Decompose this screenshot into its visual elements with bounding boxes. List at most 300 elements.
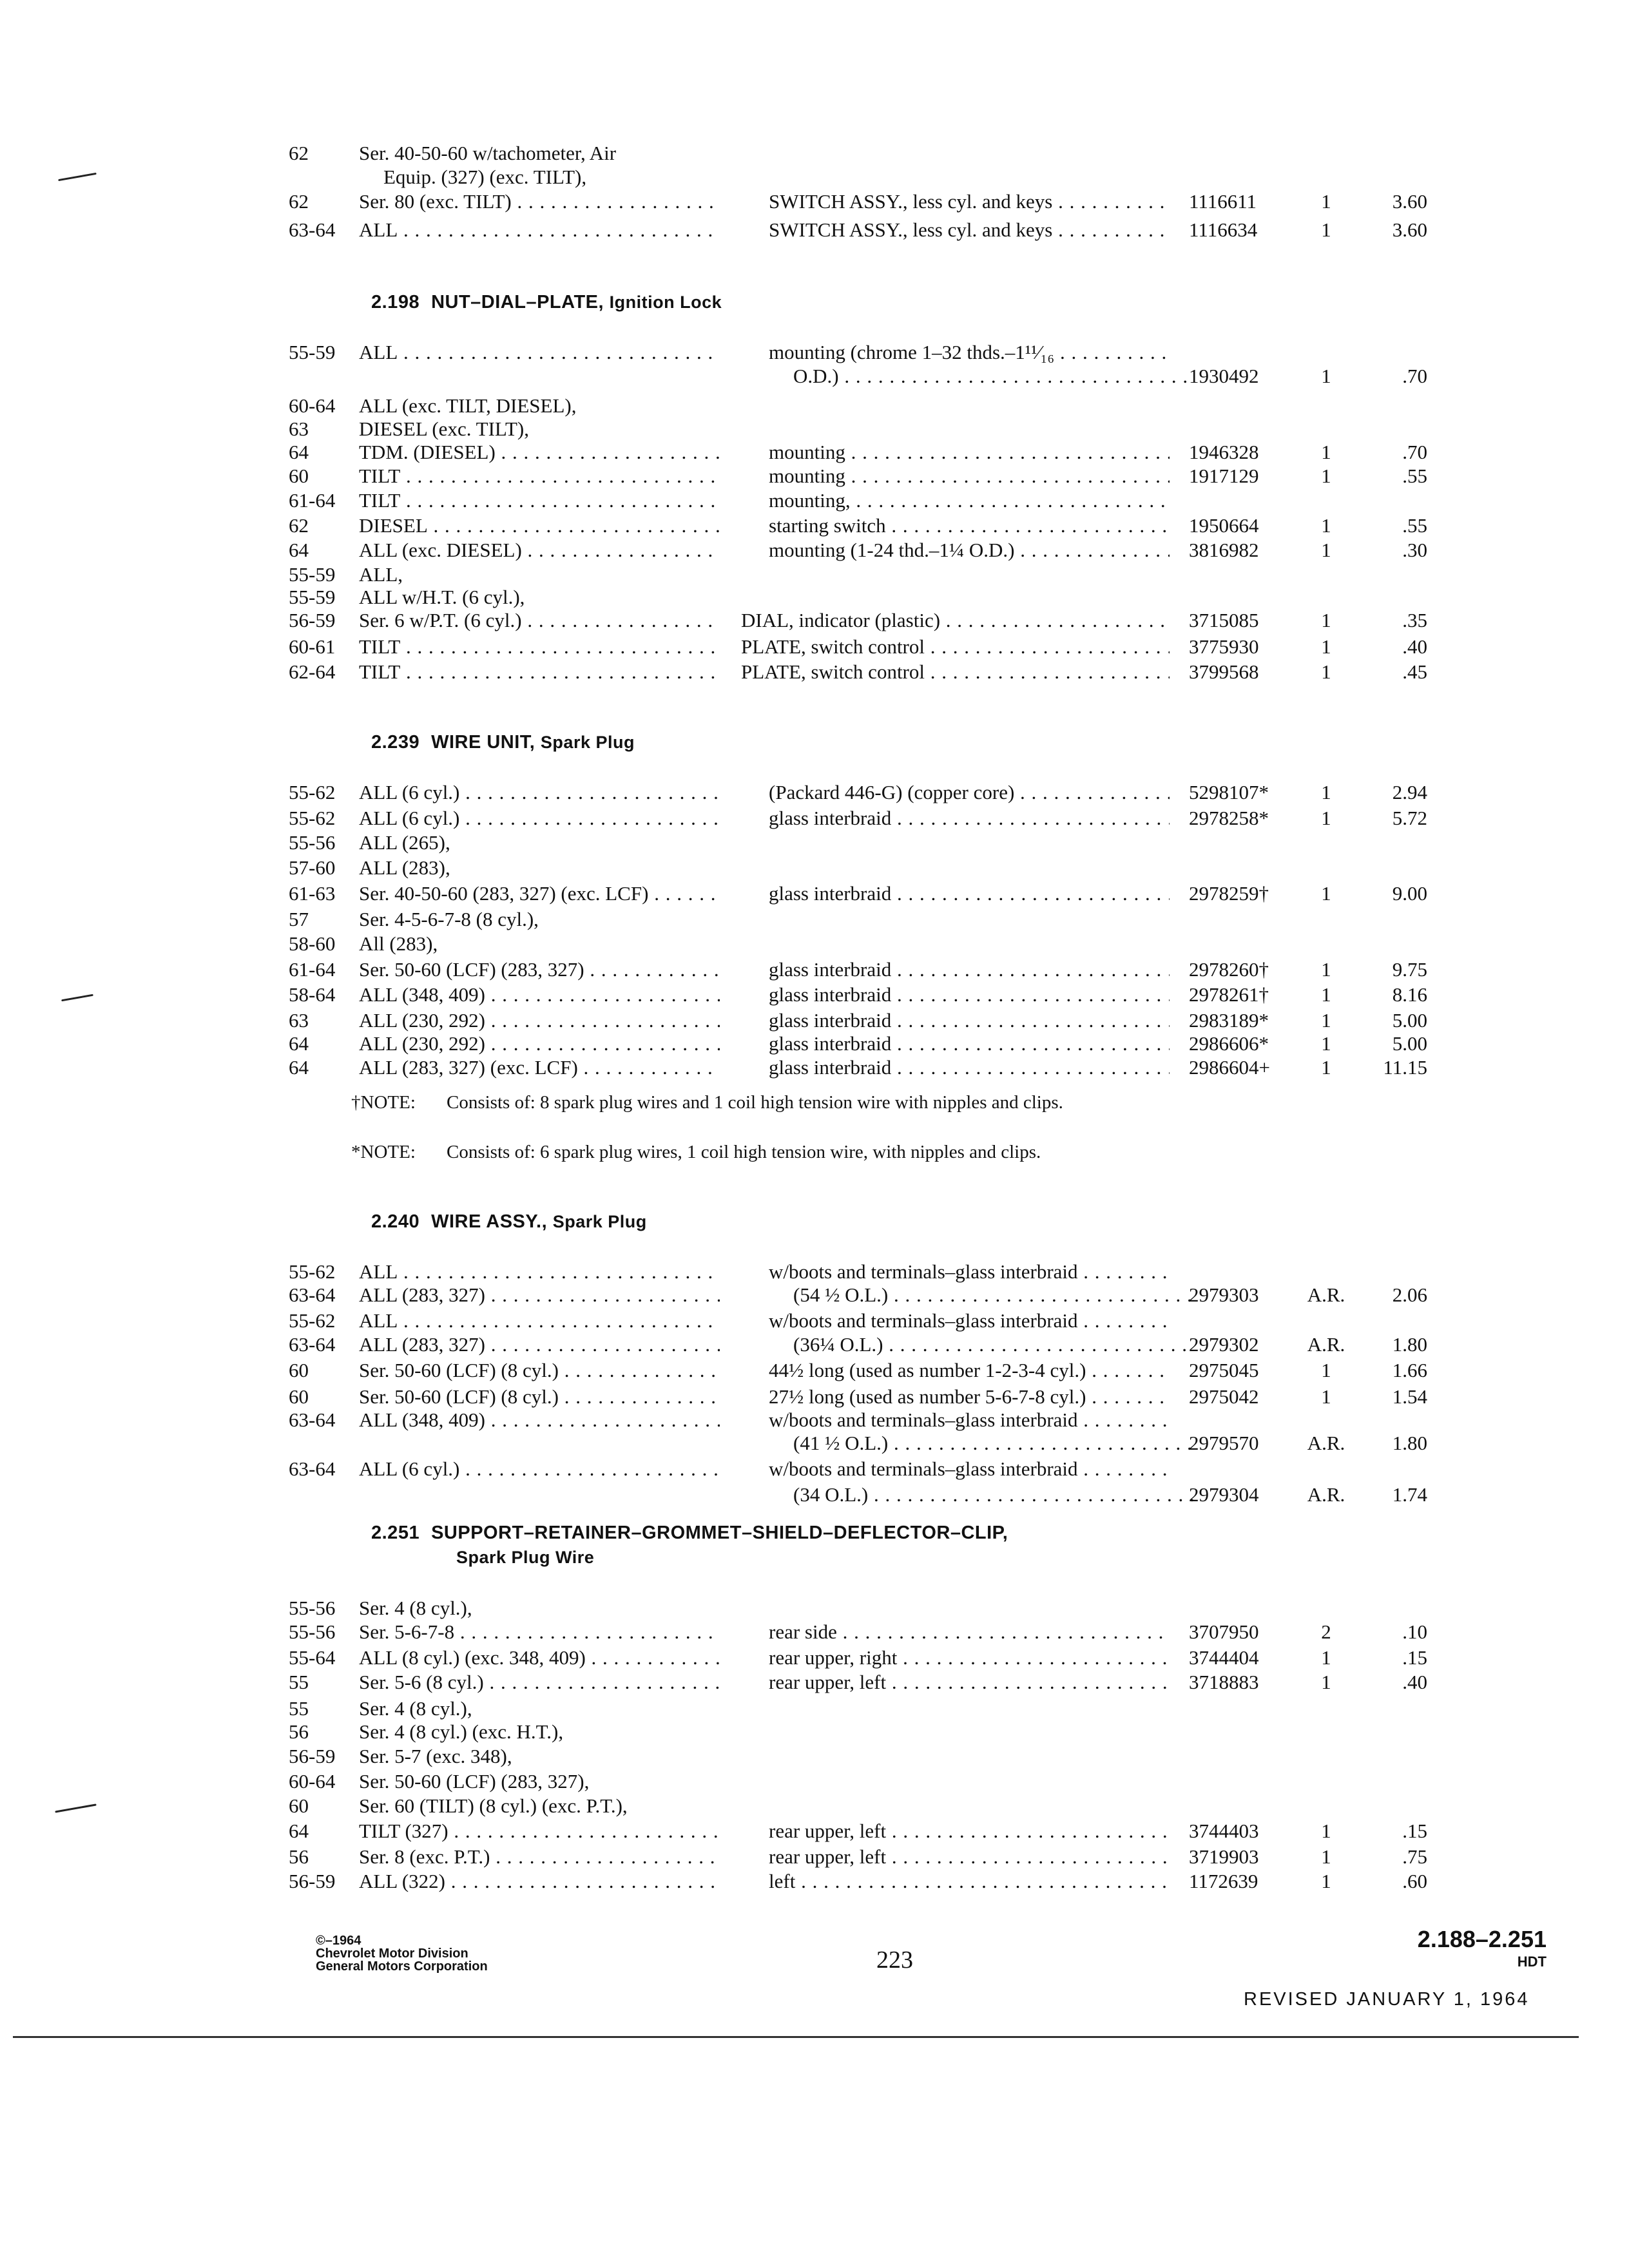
model-years: 61-64 xyxy=(289,958,336,981)
quantity: 1 xyxy=(1321,983,1331,1006)
catalog-row xyxy=(0,1482,1629,1508)
catalog-row xyxy=(0,140,1629,166)
application: ALL . . . xyxy=(359,1308,720,1334)
application: ALL . . . xyxy=(359,1259,720,1285)
application: Ser. 50-60 (LCF) (283, 327), xyxy=(359,1770,590,1792)
part-number: 3799568 xyxy=(1189,660,1259,683)
description: w/boots and terminals–glass interbraid . . . xyxy=(769,1407,1170,1433)
catalog-row xyxy=(0,931,1629,957)
model-years: 60 xyxy=(289,1385,309,1408)
catalog-row xyxy=(0,1645,1629,1671)
section-title: SUPPORT–RETAINER–GROMMET–SHIELD–DEFLECTOR–CLIP, xyxy=(431,1523,1008,1543)
section-subtitle: Ignition Lock xyxy=(609,293,722,312)
model-years: 64 xyxy=(289,1820,309,1842)
application: TDM. (DIESEL) . . . xyxy=(359,439,720,465)
part-number: 2986606* xyxy=(1189,1032,1269,1055)
description: rear upper, right . . . xyxy=(769,1645,1170,1671)
footnote xyxy=(351,1091,1286,1142)
footnote-label: †NOTE: xyxy=(351,1092,416,1113)
catalog-row xyxy=(0,1282,1629,1308)
quantity: 1 xyxy=(1321,882,1331,905)
description: (Packard 446-G) (copper core) . . . xyxy=(769,780,1170,805)
application: Ser. 80 (exc. TILT) . . . xyxy=(359,189,720,215)
catalog-row xyxy=(0,1008,1629,1033)
model-years: 63-64 xyxy=(289,1457,336,1480)
description: glass interbraid . . . xyxy=(769,1008,1170,1033)
description: 44½ long (used as number 1-2-3-4 cyl.) . . . xyxy=(769,1358,1170,1383)
price: 5.00 xyxy=(1392,1009,1427,1032)
description: (54 ½ O.L.) . . . xyxy=(769,1282,1194,1308)
application: ALL . . . xyxy=(359,217,720,243)
description: mounting (1-24 thd.–1¼ O.D.) . . . xyxy=(769,537,1170,563)
model-years: 55 xyxy=(289,1671,309,1693)
catalog-row xyxy=(0,1669,1629,1695)
catalog-row xyxy=(0,1619,1629,1645)
section-number: 2.251 xyxy=(371,1523,420,1543)
application: Ser. 8 (exc. P.T.) . . . xyxy=(359,1844,720,1870)
quantity: A.R. xyxy=(1307,1432,1345,1454)
catalog-row xyxy=(0,780,1629,805)
catalog-row xyxy=(0,217,1629,243)
part-number: 3718883 xyxy=(1189,1671,1259,1693)
part-number: 2979304 xyxy=(1189,1483,1259,1506)
price: .10 xyxy=(1402,1620,1427,1643)
model-years: 56-59 xyxy=(289,609,336,631)
application: ALL (6 cyl.) . . . xyxy=(359,1456,720,1482)
model-years: 63-64 xyxy=(289,1408,336,1431)
model-years: 56 xyxy=(289,1845,309,1868)
part-number: 3816982 xyxy=(1189,539,1259,561)
price: .70 xyxy=(1402,441,1427,463)
model-years: 55-59 xyxy=(289,586,336,608)
description: (34 O.L.) . . . xyxy=(769,1482,1194,1508)
section-subtitle: Spark Plug Wire xyxy=(456,1548,595,1567)
quantity: 1 xyxy=(1321,441,1331,463)
part-number: 5298107* xyxy=(1189,781,1269,803)
catalog-row xyxy=(0,1055,1629,1081)
description: mounting (chrome 1–32 thds.–1¹¹⁄₁₆ . . . xyxy=(769,340,1170,365)
part-number: 1172639 xyxy=(1189,1870,1258,1892)
application: ALL (8 cyl.) (exc. 348, 409) . . . xyxy=(359,1645,720,1671)
application: ALL (6 cyl.) . . . xyxy=(359,780,720,805)
application: Ser. 5-6 (8 cyl.) . . . xyxy=(359,1669,720,1695)
description: glass interbraid . . . xyxy=(769,805,1170,831)
catalog-row xyxy=(0,393,1629,419)
quantity: 1 xyxy=(1321,1385,1331,1408)
section-code: HDT xyxy=(1517,1954,1547,1970)
copyright-division: Chevrolet Motor Division xyxy=(316,1946,468,1961)
quantity: 1 xyxy=(1321,1870,1331,1892)
price: 3.60 xyxy=(1392,190,1427,213)
model-years: 64 xyxy=(289,441,309,463)
application: TILT . . . xyxy=(359,463,720,489)
application: Ser. 4 (8 cyl.), xyxy=(359,1697,472,1720)
description: glass interbraid . . . xyxy=(769,1055,1170,1081)
quantity: 1 xyxy=(1321,218,1331,241)
price: 9.75 xyxy=(1392,958,1427,981)
quantity: 1 xyxy=(1321,958,1331,981)
application: Ser. 40-50-60 w/tachometer, Air xyxy=(359,142,617,164)
section-number: 2.239 xyxy=(371,732,420,753)
model-years: 60-61 xyxy=(289,635,336,658)
part-number: 2979303 xyxy=(1189,1283,1259,1306)
quantity: 1 xyxy=(1321,514,1331,537)
description: O.D.) . . . xyxy=(769,363,1194,389)
section-subtitle: Spark Plug xyxy=(552,1212,647,1231)
model-years: 55 xyxy=(289,1697,309,1720)
quantity: 1 xyxy=(1321,1646,1331,1669)
price: .75 xyxy=(1402,1845,1427,1868)
catalog-row xyxy=(0,805,1629,831)
model-years: 64 xyxy=(289,1056,309,1079)
part-number: 1116611 xyxy=(1189,190,1257,213)
model-years: 55-59 xyxy=(289,563,336,586)
application: ALL (283, 327) . . . xyxy=(359,1282,720,1308)
section-heading xyxy=(371,290,722,314)
description: w/boots and terminals–glass interbraid . . . xyxy=(769,1456,1170,1482)
price: .30 xyxy=(1402,539,1427,561)
price: .35 xyxy=(1402,609,1427,631)
catalog-row xyxy=(0,1308,1629,1334)
part-number: 1917129 xyxy=(1189,465,1259,487)
part-number: 2983189* xyxy=(1189,1009,1269,1032)
part-number: 2979570 xyxy=(1189,1432,1259,1454)
quantity: 1 xyxy=(1321,539,1331,561)
description: rear side . . . xyxy=(769,1619,1170,1645)
price: 2.94 xyxy=(1392,781,1427,803)
model-years: 60 xyxy=(289,1794,309,1817)
section-heading xyxy=(371,730,635,754)
model-years: 64 xyxy=(289,1032,309,1055)
section-subtitle: Spark Plug xyxy=(540,733,635,752)
description: rear upper, left . . . xyxy=(769,1818,1170,1844)
application: ALL (348, 409) . . . xyxy=(359,982,720,1008)
model-years: 62 xyxy=(289,142,309,164)
part-number: 3719903 xyxy=(1189,1845,1259,1868)
catalog-row xyxy=(0,1456,1629,1482)
model-years: 61-63 xyxy=(289,882,336,905)
application: ALL (283, 327) . . . xyxy=(359,1332,720,1358)
catalog-row xyxy=(0,608,1629,633)
catalog-row xyxy=(0,1430,1629,1456)
quantity: 1 xyxy=(1321,1056,1331,1079)
description: SWITCH ASSY., less cyl. and keys . . . xyxy=(769,217,1170,243)
catalog-row xyxy=(0,463,1629,489)
description: mounting, . . . xyxy=(769,488,1170,514)
price: 5.72 xyxy=(1392,807,1427,829)
catalog-row xyxy=(0,1744,1629,1769)
quantity: 1 xyxy=(1321,365,1331,387)
model-years: 60-64 xyxy=(289,1770,336,1792)
quantity: 2 xyxy=(1321,1620,1331,1643)
application: TILT . . . xyxy=(359,659,720,685)
catalog-row xyxy=(0,537,1629,563)
application: Ser. 4 (8 cyl.) (exc. H.T.), xyxy=(359,1720,564,1743)
application: ALL (6 cyl.) . . . xyxy=(359,805,720,831)
section-number: 2.198 xyxy=(371,292,420,312)
quantity: 1 xyxy=(1321,660,1331,683)
description: glass interbraid . . . xyxy=(769,881,1170,907)
section-heading xyxy=(371,1209,647,1234)
model-years: 62 xyxy=(289,514,309,537)
application: Equip. (327) (exc. TILT), xyxy=(383,166,587,188)
catalog-row xyxy=(0,1358,1629,1383)
description: (41 ½ O.L.) . . . xyxy=(769,1430,1194,1456)
model-years: 64 xyxy=(289,539,309,561)
description: SWITCH ASSY., less cyl. and keys . . . xyxy=(769,189,1170,215)
model-years: 55-62 xyxy=(289,807,336,829)
application: Ser. 50-60 (LCF) (8 cyl.) . . . xyxy=(359,1358,720,1383)
model-years: 58-64 xyxy=(289,983,336,1006)
price: .15 xyxy=(1402,1820,1427,1842)
part-number: 3775930 xyxy=(1189,635,1259,658)
section-title: NUT–DIAL–PLATE, xyxy=(431,292,604,312)
description: PLATE, switch control . . . xyxy=(741,659,1170,685)
application: ALL (exc. DIESEL) . . . xyxy=(359,537,720,563)
section-title: WIRE UNIT, xyxy=(431,732,535,753)
model-years: 63-64 xyxy=(289,1333,336,1356)
model-years: 62-64 xyxy=(289,660,336,683)
part-number: 2978259† xyxy=(1189,882,1269,905)
application: Ser. 40-50-60 (283, 327) (exc. LCF) . . . xyxy=(359,881,720,907)
model-years: 56 xyxy=(289,1720,309,1743)
description: starting switch . . . xyxy=(769,513,1170,539)
catalog-row xyxy=(0,488,1629,514)
catalog-row xyxy=(0,907,1629,932)
model-years: 61-64 xyxy=(289,489,336,512)
description: glass interbraid . . . xyxy=(769,957,1170,983)
application: TILT . . . xyxy=(359,488,720,514)
model-years: 55-56 xyxy=(289,1597,336,1619)
section-subtitle-line xyxy=(456,1545,594,1570)
price: 1.80 xyxy=(1392,1333,1427,1356)
application: ALL (230, 292) . . . xyxy=(359,1031,720,1057)
quantity: A.R. xyxy=(1307,1283,1345,1306)
application: ALL (exc. TILT, DIESEL), xyxy=(359,394,577,417)
quantity: 1 xyxy=(1321,1820,1331,1842)
catalog-row xyxy=(0,416,1629,442)
part-number: 3744403 xyxy=(1189,1820,1259,1842)
model-years: 63-64 xyxy=(289,218,336,241)
catalog-row xyxy=(0,1844,1629,1870)
quantity: 1 xyxy=(1321,807,1331,829)
price: 5.00 xyxy=(1392,1032,1427,1055)
model-years: 57 xyxy=(289,908,309,930)
model-years: 57-60 xyxy=(289,856,336,879)
catalog-row xyxy=(0,1384,1629,1410)
price: 9.00 xyxy=(1392,882,1427,905)
catalog-row xyxy=(0,340,1629,365)
catalog-row xyxy=(0,513,1629,539)
catalog-row xyxy=(0,1332,1629,1358)
model-years: 55-59 xyxy=(289,341,336,363)
quantity: 1 xyxy=(1321,1845,1331,1868)
application: All (283), xyxy=(359,932,438,955)
part-number: 3744404 xyxy=(1189,1646,1259,1669)
application: Ser. 6 w/P.T. (6 cyl.) . . . xyxy=(359,608,720,633)
description: rear upper, left . . . xyxy=(769,1669,1170,1695)
quantity: 1 xyxy=(1321,635,1331,658)
price: .40 xyxy=(1402,635,1427,658)
price: 3.60 xyxy=(1392,218,1427,241)
part-number: 1930492 xyxy=(1189,365,1259,387)
section-number: 2.240 xyxy=(371,1211,420,1232)
price: 11.15 xyxy=(1383,1056,1427,1079)
part-number: 2975042 xyxy=(1189,1385,1259,1408)
quantity: 1 xyxy=(1321,465,1331,487)
description: mounting . . . xyxy=(769,439,1170,465)
price: 1.66 xyxy=(1392,1359,1427,1381)
catalog-row xyxy=(0,1696,1629,1722)
catalog-row xyxy=(0,1793,1629,1819)
price: 1.74 xyxy=(1392,1483,1427,1506)
footnote-text: Consists of: 8 spark plug wires and 1 coil high tension wire with nipples and clips. xyxy=(447,1092,1063,1113)
catalog-row xyxy=(0,562,1629,588)
part-number: 2979302 xyxy=(1189,1333,1259,1356)
catalog-row xyxy=(0,189,1629,215)
section-heading xyxy=(371,1521,1008,1545)
catalog-row xyxy=(0,634,1629,660)
part-number: 2978258* xyxy=(1189,807,1269,829)
price: .70 xyxy=(1402,365,1427,387)
model-years: 63 xyxy=(289,418,309,440)
catalog-row xyxy=(0,1259,1629,1285)
model-years: 55-62 xyxy=(289,781,336,803)
catalog-row xyxy=(0,363,1629,389)
description: glass interbraid . . . xyxy=(769,982,1170,1008)
model-years: 62 xyxy=(289,190,309,213)
catalog-row xyxy=(0,881,1629,907)
copyright-corporation: General Motors Corporation xyxy=(316,1959,488,1974)
description: rear upper, left . . . xyxy=(769,1844,1170,1870)
part-number: 3715085 xyxy=(1189,609,1259,631)
model-years: 55-62 xyxy=(289,1309,336,1332)
application: Ser. 60 (TILT) (8 cyl.) (exc. P.T.), xyxy=(359,1794,628,1817)
application: DIESEL (exc. TILT), xyxy=(359,418,529,440)
quantity: 1 xyxy=(1321,1359,1331,1381)
application: ALL, xyxy=(359,563,403,586)
application: Ser. 50-60 (LCF) (8 cyl.) . . . xyxy=(359,1384,720,1410)
application: ALL (322) . . . xyxy=(359,1869,720,1894)
description: DIAL, indicator (plastic) . . . xyxy=(741,608,1170,633)
part-number: 2986604+ xyxy=(1189,1056,1270,1079)
catalog-row xyxy=(0,957,1629,983)
catalog-row xyxy=(0,855,1629,881)
catalog-row xyxy=(0,439,1629,465)
quantity: 1 xyxy=(1321,1671,1331,1693)
part-number: 2978260† xyxy=(1189,958,1269,981)
part-number: 3707950 xyxy=(1189,1620,1259,1643)
copyright-year: ©–1964 xyxy=(316,1934,361,1948)
part-number: 1116634 xyxy=(1189,218,1258,241)
application: Ser. 50-60 (LCF) (283, 327) . . . xyxy=(359,957,720,983)
quantity: A.R. xyxy=(1307,1333,1345,1356)
price: 2.06 xyxy=(1392,1283,1427,1306)
quantity: 1 xyxy=(1321,1032,1331,1055)
description: PLATE, switch control . . . xyxy=(741,634,1170,660)
price: .55 xyxy=(1402,465,1427,487)
model-years: 60 xyxy=(289,465,309,487)
description: w/boots and terminals–glass interbraid . . . xyxy=(769,1259,1170,1285)
application: DIESEL . . . xyxy=(359,513,720,539)
application: ALL (283, 327) (exc. LCF) . . . xyxy=(359,1055,720,1081)
quantity: 1 xyxy=(1321,190,1331,213)
application: ALL (283), xyxy=(359,856,450,879)
model-years: 55-64 xyxy=(289,1646,336,1669)
quantity: 1 xyxy=(1321,609,1331,631)
part-number: 1950664 xyxy=(1189,514,1259,537)
catalog-row xyxy=(0,1869,1629,1894)
description: glass interbraid . . . xyxy=(769,1031,1170,1057)
application: TILT (327) . . . xyxy=(359,1818,720,1844)
model-years: 55-62 xyxy=(289,1260,336,1283)
model-years: 63 xyxy=(289,1009,309,1032)
catalog-row xyxy=(0,1818,1629,1844)
section-range xyxy=(1418,1927,1547,1972)
catalog-row xyxy=(0,1719,1629,1745)
part-number: 2978261† xyxy=(1189,983,1269,1006)
application: Ser. 5-6-7-8 . . . xyxy=(359,1619,720,1645)
model-years: 56-59 xyxy=(289,1745,336,1767)
model-years: 58-60 xyxy=(289,932,336,955)
part-number: 2975045 xyxy=(1189,1359,1259,1381)
section-title: WIRE ASSY., xyxy=(431,1211,548,1232)
description: 27½ long (used as number 5-6-7-8 cyl.) . . . xyxy=(769,1384,1170,1410)
quantity: 1 xyxy=(1321,1009,1331,1032)
part-number: 1946328 xyxy=(1189,441,1259,463)
catalog-row xyxy=(0,1769,1629,1794)
price: .60 xyxy=(1402,1870,1427,1892)
page-number: 223 xyxy=(876,1946,913,1974)
model-years: 60 xyxy=(289,1359,309,1381)
application: ALL (230, 292) . . . xyxy=(359,1008,720,1033)
footnote-text: Consists of: 6 spark plug wires, 1 coil high tension wire, with nipples and clips. xyxy=(447,1142,1041,1162)
catalog-row xyxy=(0,164,1629,190)
application: ALL . . . xyxy=(359,340,720,365)
model-years: 55-56 xyxy=(289,1620,336,1643)
revised-date: REVISED JANUARY 1, 1964 xyxy=(1244,1989,1530,2010)
description: w/boots and terminals–glass interbraid . . . xyxy=(769,1308,1170,1334)
model-years: 56-59 xyxy=(289,1870,336,1892)
application: ALL (265), xyxy=(359,831,450,854)
model-years: 60-64 xyxy=(289,394,336,417)
price: .45 xyxy=(1402,660,1427,683)
model-years: 63-64 xyxy=(289,1283,336,1306)
catalog-row xyxy=(0,1407,1629,1433)
description: (36¼ O.L.) . . . xyxy=(769,1332,1194,1358)
application: ALL (348, 409) . . . xyxy=(359,1407,720,1433)
price: .40 xyxy=(1402,1671,1427,1693)
price: 1.80 xyxy=(1392,1432,1427,1454)
catalog-row xyxy=(0,830,1629,856)
bottom-rule xyxy=(13,2036,1579,2038)
catalog-row xyxy=(0,1595,1629,1621)
copyright-block xyxy=(316,1934,488,1973)
price: .15 xyxy=(1402,1646,1427,1669)
catalog-row xyxy=(0,982,1629,1008)
application: Ser. 5-7 (exc. 348), xyxy=(359,1745,512,1767)
price: 1.54 xyxy=(1392,1385,1427,1408)
footnote xyxy=(351,1140,1286,1192)
application: Ser. 4-5-6-7-8 (8 cyl.), xyxy=(359,908,539,930)
quantity: 1 xyxy=(1321,781,1331,803)
footnote-label: *NOTE: xyxy=(351,1142,416,1162)
catalog-row xyxy=(0,659,1629,685)
application: Ser. 4 (8 cyl.), xyxy=(359,1597,472,1619)
price: 8.16 xyxy=(1392,983,1427,1006)
quantity: A.R. xyxy=(1307,1483,1345,1506)
catalog-row xyxy=(0,1031,1629,1057)
